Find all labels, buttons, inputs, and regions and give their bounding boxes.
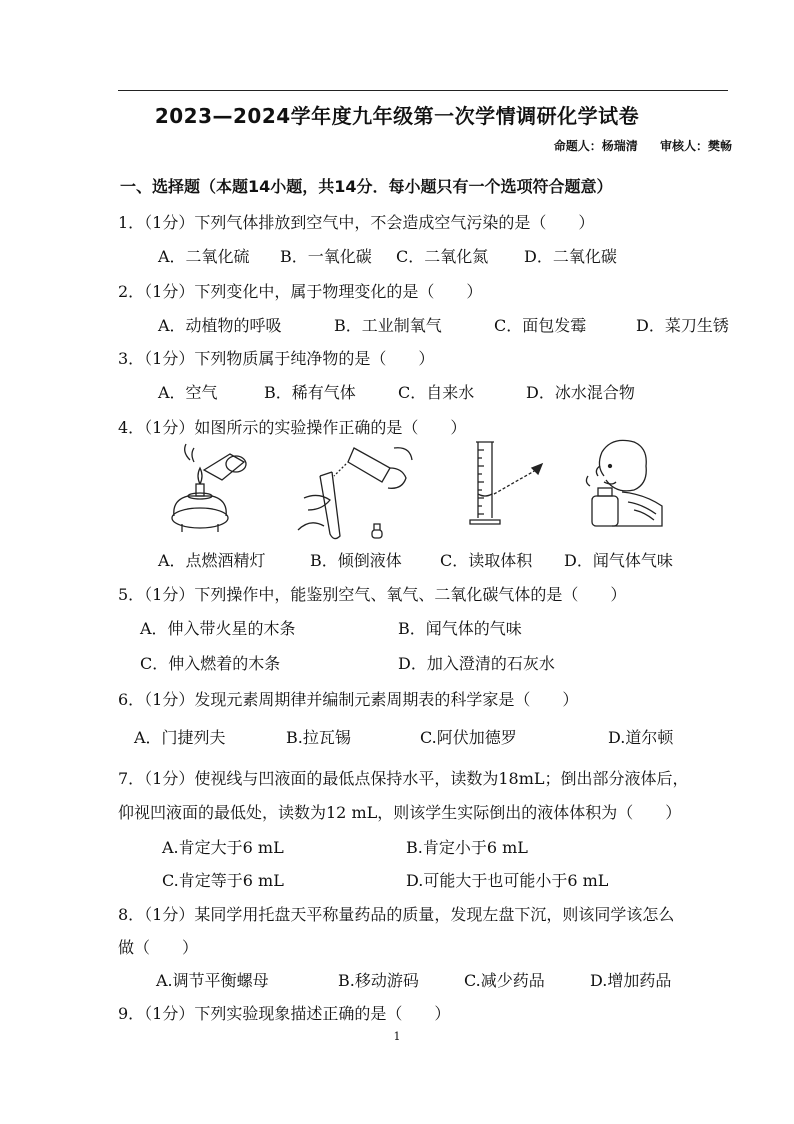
question-7-stem-line-1: 7．（1分）使视线与凹液面的最低点保持水平，读数为18mL；倒出部分液体后， xyxy=(118,769,689,788)
question-6-option-b: B.拉瓦锡 xyxy=(286,728,351,747)
question-8-stem-line-2: 做（ ） xyxy=(118,938,199,957)
question-7-option-d: D.可能大于也可能小于6 mL xyxy=(406,871,609,890)
question-6-option-d: D.道尔顿 xyxy=(608,728,674,747)
question-8-option-b: B.移动游码 xyxy=(338,971,419,990)
reviewer-label: 审核人：樊畅 xyxy=(659,139,732,153)
question-4-stem: 4．（1分）如图所示的实验操作正确的是（ ） xyxy=(118,418,467,437)
question-5-option-d: D．加入澄清的石灰水 xyxy=(398,654,555,673)
question-1-option-c: C．二氧化氮 xyxy=(396,247,489,266)
question-1-option-a: A．二氧化硫 xyxy=(158,247,250,266)
header-rule xyxy=(118,90,728,91)
question-5-option-a: A．伸入带火星的木条 xyxy=(140,619,296,638)
alcohol-lamp-figure xyxy=(160,440,260,540)
question-6-option-a: A．门捷列夫 xyxy=(134,728,226,747)
question-8-option-d: D.增加药品 xyxy=(590,971,672,990)
author-label: 命题人：杨瑞清 xyxy=(553,139,638,153)
question-9-stem: 9．（1分）下列实验现象描述正确的是（ ） xyxy=(118,1004,451,1023)
question-3-option-a: A．空气 xyxy=(158,383,218,402)
question-1-option-b: B．一氧化碳 xyxy=(280,247,372,266)
question-1-option-d: D．二氧化碳 xyxy=(524,247,617,266)
graduated-cylinder-figure xyxy=(466,438,566,530)
exam-title: 2023—2024学年度九年级第一次学情调研化学试卷 xyxy=(154,104,640,128)
question-8-option-a: A.调节平衡螺母 xyxy=(156,971,269,990)
question-4-option-a: A．点燃酒精灯 xyxy=(158,551,266,570)
question-6-option-c: C.阿伏加德罗 xyxy=(420,728,517,747)
pouring-liquid-figure xyxy=(290,438,420,548)
question-3-option-d: D．冰水混合物 xyxy=(526,383,635,402)
question-2-option-c: C．面包发霉 xyxy=(494,316,587,335)
question-2-option-b: B．工业制氧气 xyxy=(334,316,442,335)
question-4-option-d: D．闻气体气味 xyxy=(564,551,673,570)
question-5-option-c: C．伸入燃着的木条 xyxy=(140,654,281,673)
page-number: 1 xyxy=(393,1030,401,1043)
question-3-option-b: B．稀有气体 xyxy=(264,383,356,402)
question-7-option-a: A.肯定大于6 mL xyxy=(162,838,284,857)
question-2-stem: 2．（1分）下列变化中，属于物理变化的是（ ） xyxy=(118,282,483,301)
question-7-stem-line-2: 仰视凹液面的最低处，读数为12 mL，则该学生实际倒出的液体体积为（ ） xyxy=(118,803,682,822)
question-2-option-d: D．菜刀生锈 xyxy=(636,316,729,335)
question-6-stem: 6．（1分）发现元素周期律并编制元素周期表的科学家是（ ） xyxy=(118,690,579,709)
question-4-option-c: C．读取体积 xyxy=(440,551,533,570)
question-4-option-b: B．倾倒液体 xyxy=(310,551,402,570)
question-8-option-c: C.减少药品 xyxy=(464,971,545,990)
question-8-stem-line-1: 8．（1分）某同学用托盘天平称量药品的质量，发现左盘下沉，则该同学该怎么 xyxy=(118,905,675,924)
question-7-option-c: C.肯定等于6 mL xyxy=(162,871,284,890)
exam-authors xyxy=(536,137,732,154)
question-3-stem: 3．（1分）下列物质属于纯净物的是（ ） xyxy=(118,349,435,368)
question-5-option-b: B．闻气体的气味 xyxy=(398,619,522,638)
question-3-option-c: C．自来水 xyxy=(398,383,475,402)
smelling-gas-figure xyxy=(582,436,672,528)
question-1-stem: 1．（1分）下列气体排放到空气中，不会造成空气污染的是（ ） xyxy=(118,213,595,232)
section-title: 一、选择题（本题14小题，共14分．每小题只有一个选项符合题意） xyxy=(120,177,613,196)
question-7-option-b: B.肯定小于6 mL xyxy=(406,838,528,857)
question-2-option-a: A．动植物的呼吸 xyxy=(158,316,282,335)
question-5-stem: 5．（1分）下列操作中，能鉴别空气、氧气、二氧化碳气体的是（ ） xyxy=(118,585,627,604)
